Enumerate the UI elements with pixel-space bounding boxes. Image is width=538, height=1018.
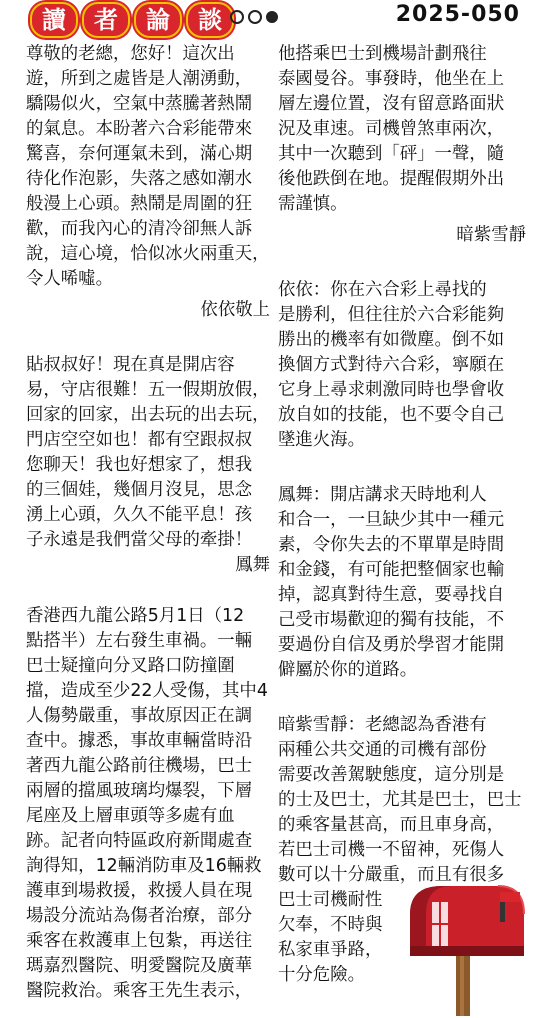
title-char: 者 — [82, 2, 130, 38]
text-line: 護車到場救援，救援人員在現 — [26, 881, 253, 901]
signature: 依依敬上 — [200, 300, 270, 320]
right-column — [278, 42, 526, 988]
title-char: 讀 — [30, 2, 78, 38]
text-line: 查中。據悉，事故車輛當時沿 — [26, 731, 253, 751]
text-line: 詢得知，12輛消防車及16輛救 — [26, 856, 262, 876]
text-line: 兩種公共交通的司機有部份 — [278, 740, 487, 760]
text-line: 私家車爭路， — [278, 940, 383, 960]
text-line: 己受市場歡迎的獨有技能，不 — [278, 610, 505, 630]
text-line: 是勝利，但往往於六合彩能夠 — [278, 305, 505, 325]
text-line: 十分危險。 — [278, 965, 365, 985]
text-line: 令人唏噓。 — [26, 269, 113, 289]
text-line: 般漫上心頭。熱鬧是周圍的狂 — [26, 194, 253, 214]
text-line: 況及車速。司機曾煞車兩次， — [278, 119, 505, 139]
text-line: 鳳舞：開店講求天時地利人 — [278, 485, 487, 505]
signature: 暗紫雪靜 — [456, 225, 526, 245]
text-line: 場設分流站為傷者治療，部分 — [26, 906, 253, 926]
text-line: 和合一，一旦缺少其中一種元 — [278, 510, 505, 530]
text-line: 乘客在救護車上包紮，再送往 — [26, 931, 253, 951]
letter-anzi-continued — [278, 42, 526, 217]
text-line: 驕陽似火，空氣中蒸騰著熱鬧 — [26, 94, 253, 114]
text-line: 換個方式對待六合彩，寧願在 — [278, 355, 505, 375]
text-line: 驚喜，奈何運氣未到，滿心期 — [26, 144, 253, 164]
text-line: 易，守店很難！五一假期放假， — [26, 380, 270, 400]
text-line: 瑪嘉烈醫院、明愛醫院及廣華 — [26, 956, 253, 976]
text-line: 湧上心頭，久久不能平息！孩 — [26, 505, 253, 525]
text-line: 說，這心境，恰似冰火兩重天， — [26, 244, 270, 264]
issue-number: 2025-050 — [395, 2, 520, 27]
circle-outline-icon — [230, 10, 244, 24]
text-line: 的士及巴士，尤其是巴士，巴士 — [278, 790, 522, 810]
signature: 鳳舞 — [235, 555, 270, 575]
text-line: 需謹慎。 — [278, 194, 348, 214]
text-line: 墜進火海。 — [278, 430, 365, 450]
text-line: 的三個娃，幾個月沒見，思念 — [26, 480, 253, 500]
text-line: 若巴士司機一不留神，死傷人 — [278, 840, 505, 860]
circle-outline-icon — [248, 10, 262, 24]
text-line: 待化作泡影，失落之感如潮水 — [26, 169, 253, 189]
text-line: 巴士司機耐性 — [278, 890, 383, 910]
title-char: 論 — [134, 2, 182, 38]
text-line: 子永遠是我們當父母的牽掛！ — [26, 530, 253, 550]
reply-fengwu — [278, 483, 526, 683]
circle-filled-icon — [266, 11, 278, 23]
text-line: 香港西九龍公路5月1日（12 — [26, 606, 245, 626]
text-line: 門店空空如也！都有空跟叔叔 — [26, 430, 253, 450]
title-char: 談 — [186, 2, 234, 38]
text-line: 依依：你在六合彩上尋找的 — [278, 280, 487, 300]
text-line: 遊，所到之處皆是人潮湧動， — [26, 69, 253, 89]
text-line: 數可以十分嚴重，而且有很多 — [278, 865, 505, 885]
letter-anzi — [26, 604, 270, 1004]
text-line: 巴士疑撞向分叉路口防撞圍 — [26, 656, 235, 676]
column-title — [30, 2, 234, 38]
text-line: 暗紫雪靜：老總認為香港有 — [278, 715, 487, 735]
column-header — [0, 0, 538, 38]
text-line: 回家的回家，出去玩的出去玩， — [26, 405, 270, 425]
text-line: 擋，造成至少22人受傷，其中4 — [26, 681, 268, 701]
text-line: 它身上尋求刺激同時也學會收 — [278, 380, 505, 400]
text-line: 醫院救治。乘客王先生表示， — [26, 981, 253, 1001]
text-line: 跡。記者向特區政府新聞處查 — [26, 831, 253, 851]
text-line: 歡，而我內心的清冷卻無人訴 — [26, 219, 253, 239]
text-line: 貼叔叔好！現在真是開店容 — [26, 355, 235, 375]
text-line: 要過份自信及勇於學習才能開 — [278, 635, 505, 655]
text-line: 的氣息。本盼著六合彩能帶來 — [26, 119, 253, 139]
text-line: 尾座及上層車頭等多處有血 — [26, 806, 235, 826]
text-line: 尊敬的老總，您好！這次出 — [26, 44, 235, 64]
text-line: 和金錢，有可能把整個家也輸 — [278, 560, 505, 580]
text-line: 勝出的機率有如微塵。倒不如 — [278, 330, 505, 350]
text-line: 後他跌倒在地。提醒假期外出 — [278, 169, 505, 189]
text-line: 放自如的技能，也不要令自己 — [278, 405, 505, 425]
text-line: 欠奉，不時與 — [278, 915, 383, 935]
decorative-dots — [230, 10, 278, 24]
letter-yiyi — [26, 42, 270, 292]
text-line: 層左邊位置，沒有留意路面狀 — [278, 94, 505, 114]
text-line: 點搭半）左右發生車禍。一輛 — [26, 631, 253, 651]
text-line: 人傷勢嚴重，事故原因正在調 — [26, 706, 253, 726]
text-line: 的乘客量甚高，而且車身高， — [278, 815, 505, 835]
mailbox-icon — [402, 880, 528, 1016]
letter-fengwu — [26, 353, 270, 553]
left-column — [26, 42, 270, 1004]
text-line: 其中一次聽到「砰」一聲，隨 — [278, 144, 505, 164]
text-line: 需要改善駕駛態度，這分別是 — [278, 765, 505, 785]
text-line: 著西九龍公路前往機場，巴士 — [26, 756, 253, 776]
text-line: 您聊天！我也好想家了，想我 — [26, 455, 253, 475]
text-line: 僻屬於你的道路。 — [278, 660, 418, 680]
text-line: 素，令你失去的不單單是時間 — [278, 535, 505, 555]
text-line: 兩層的擋風玻璃均爆裂，下層 — [26, 781, 253, 801]
text-line: 他搭乘巴士到機場計劃飛往 — [278, 44, 487, 64]
text-line: 泰國曼谷。事發時，他坐在上 — [278, 69, 505, 89]
reply-yiyi — [278, 278, 526, 453]
text-line: 掉，認真對待生意，要尋找自 — [278, 585, 505, 605]
